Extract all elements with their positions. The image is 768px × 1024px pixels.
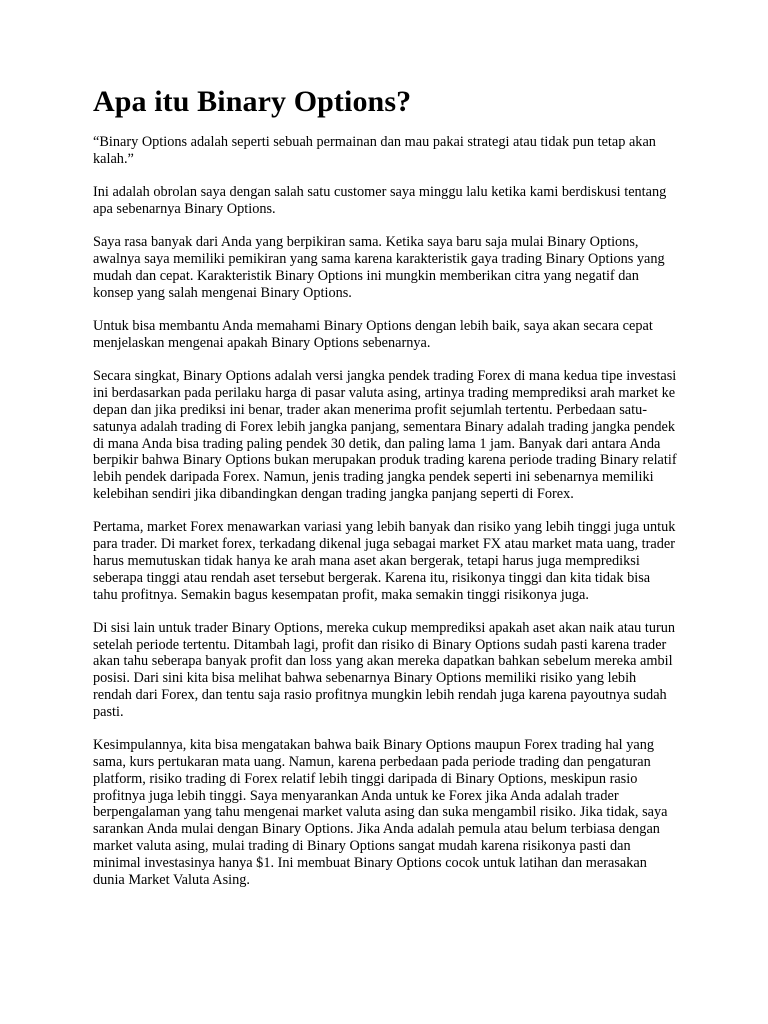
paragraph-definition: Secara singkat, Binary Options adalah versi jangka pendek trading Forex di mana kedua tipe investasi ini berdasarkan pada perilaku harga di pasar valuta asing, artinya trading memprediksi arah market ke depan dan jika prediksi ini benar, trader akan menerima profit sejumlah tertentu. Perbedaan satu-satunya adalah trading di Forex lebih jangka panjang, sementara Binary adalah trading jangka pendek di mana Anda bisa trading paling pendek 30 detik, dan paling lama 1 jam. Banyak dari antara Anda berpikir bahwa Binary Options bukan merupakan produk trading karena periode trading Binary relatif lebih pendek daripada Forex. Namun, jenis trading jangka pendek seperti ini sebenarnya memiliki kelebihan sendiri jika dibandingkan dengan trading jangka panjang seperti di Forex. [93,368,677,502]
paragraph-same-thought: Saya rasa banyak dari Anda yang berpikiran sama. Ketika saya baru saja mulai Binary Options, awalnya saya memiliki pemikiran yang sama karena karakteristik gaya trading Binary Options yang mudah dan cepat. Karakteristik Binary Options ini mungkin memberikan citra yang negatif dan konsep yang salah mengenai Binary Options. [93,234,665,301]
page-title: Apa itu Binary Options? [93,85,412,118]
paragraph-binary-risk: Di sisi lain untuk trader Binary Options, mereka cukup memprediksi apakah aset akan naik atau turun setelah periode tertentu. Ditambah lagi, profit dan risiko di Binary Options sudah pasti karena trader akan tahu seberapa banyak profit dan loss yang akan mereka dapatkan bahkan sebelum mereka ambil posisi. Dari sini kita bisa melihat bahwa sebenarnya Binary Options memiliki risiko yang lebih rendah dari Forex, dan tentu saja rasio profitnya mungkin lebih rendah juga karena payoutnya sudah pasti. [93,619,676,720]
paragraph-quote: “Binary Options adalah seperti sebuah permainan dan mau pakai strategi atau tidak pun tetap akan kalah.” [93,134,656,167]
paragraph-forex-risk: Pertama, market Forex menawarkan variasi yang lebih banyak dan risiko yang lebih tinggi juga untuk para trader. Di market forex, terkadang dikenal juga sebagai market FX atau market mata uang, trader harus memutuskan tidak hanya ke arah mana aset akan bergerak, tetapi harus juga memprediksi seberapa tinggi atau rendah aset tersebut bergerak. Karena itu, risikonya tinggi dan kita tidak bisa tahu profitnya. Semakin bagus kesempatan profit, maka semakin tinggi risikonya juga. [93,519,676,603]
document-page [93,84,677,905]
paragraph-explain: Untuk bisa membantu Anda memahami Binary Options dengan lebih baik, saya akan secara cepat menjelaskan mengenai apakah Binary Options sebenarnya. [93,318,653,351]
paragraph-conclusion: Kesimpulannya, kita bisa mengatakan bahwa baik Binary Options maupun Forex trading hal yang sama, kurs pertukaran mata uang. Namun, karena perbedaan pada periode trading dan pengaturan platform, risiko trading di Forex relatif lebih tinggi daripada di Binary Options, meskipun rasio profitnya juga lebih tinggi. Saya menyarankan Anda untuk ke Forex jika Anda adalah trader berpengalaman yang tahu mengenai market valuta asing dan suka mengambil risiko. Jika tidak, saya sarankan Anda mulai dengan Binary Options. Jika Anda adalah pemula atau belum terbiasa dengan market valuta asing, mulai trading di Binary Options sangat mudah karena risikonya pasti dan minimal investasinya hanya $1. Ini membuat Binary Options cocok untuk latihan dan merasakan dunia Market Valuta Asing. [93,737,668,888]
paragraph-intro: Ini adalah obrolan saya dengan salah satu customer saya minggu lalu ketika kami berdiskusi tentang apa sebenarnya Binary Options. [93,184,667,217]
